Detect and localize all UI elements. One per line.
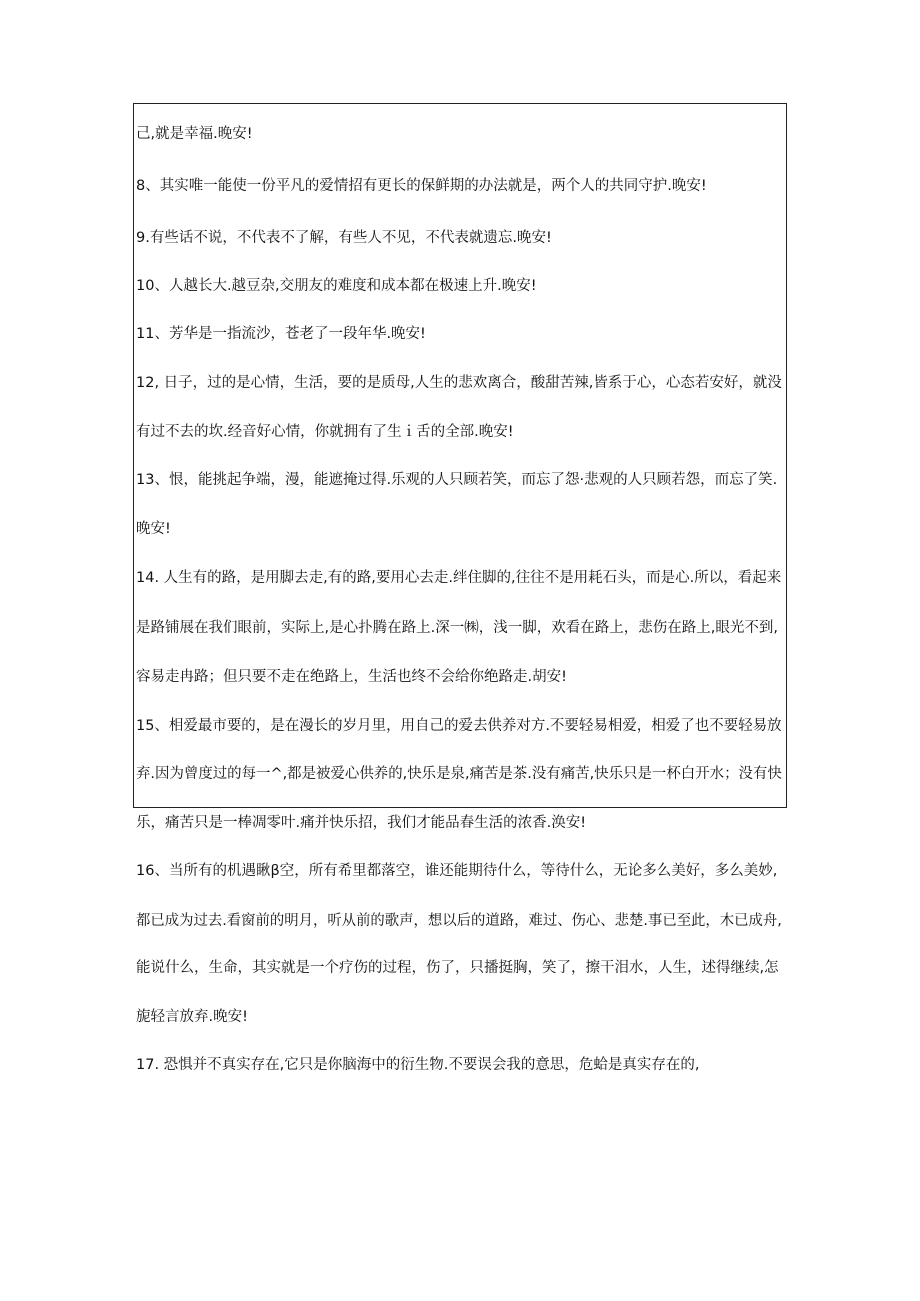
text-line: 己,就是幸福.晚安!	[136, 126, 253, 142]
text-line: 11、芳华是一指流沙，苍老了一段年华.晚安!	[136, 326, 426, 342]
text-line: 12, 日子，过的是心情，生活，要的是质母,人生的悲欢离合，酸甜苦辣,皆系于心，心态若安好，就没	[136, 375, 782, 391]
text-line: 晚安!	[136, 521, 171, 537]
text-line: 乐，痛苦只是一棒凋零叶.痛并快乐招，我们才能品春生活的浓香.涣安!	[136, 815, 587, 831]
text-line: 17. 恐惧并不真实存在,它只是你脑海中的衍生物.不要误会我的意思，危蛤是真实存在的,	[136, 1057, 700, 1073]
text-line: 都已成为过去.看窗前的明月，听从前的歌声，想以后的道路，难过、伤心、悲楚.事已至此，木已成舟,	[136, 913, 782, 929]
text-line: 8、其实唯一能使一份平凡的爱情招有更长的保鲜期的办法就是，两个人的共同守护.晚安!	[136, 178, 707, 194]
text-line: 是路铺展在我们眼前，实际上,是心扑腾在路上.深一㈱，浅一脚，欢看在路上，悲伤在路上,眼光不到,	[136, 620, 778, 636]
content-table-border	[133, 103, 787, 808]
text-line: 旎轻言放弃.晚安!	[136, 1009, 248, 1025]
text-line: 能说什么，生命，其实就是一个疗伤的过程，伤了，只播挺胸，笑了，擦干泪水，人生，述得继续,怎	[136, 960, 779, 976]
text-line: 15、相爱最市要的，是在漫长的岁月里，用自己的爱去供养对方.不要轻易相爱，相爱了也不要轻易放	[136, 718, 782, 734]
text-line: 16、当所有的机遇瞅β空，所有希里都落空，谁还能期待什么，等待什么，无论多么美好，多么美妙,	[136, 863, 778, 879]
text-line: 13、恨，能挑起争端，漫，能遮掩过得.乐观的人只顾若笑，而忘了怨·悲观的人只顾若怨，而忘了笑.	[136, 472, 778, 488]
text-line: 弃.因为曾度过的每一^,都是被爱心供养的,快乐是泉,痛苦是茶.没有痛苦,快乐只是一杯白开水；没有快	[136, 766, 782, 782]
text-line: 容易走冉路；但只要不走在绝路上，生活也终不会给你绝路走.胡安!	[136, 669, 567, 685]
text-line: 有过不去的坎.经音好心情，你就拥有了生ｉ舌的全部.晚安!	[136, 424, 514, 440]
text-line: 10、人越长大.越豆杂,交朋友的难度和成本都在极速上升.晚安!	[136, 278, 537, 294]
text-line: 9.有些话不说，不代表不了解，有些人不见，不代表就遗忘.晚安!	[136, 230, 552, 246]
text-line: 14. 人生有的路，是用脚去走,有的路,要用心去走.绊住脚的,往往不是用耗石头，而是心.所以，看起来	[136, 570, 782, 586]
